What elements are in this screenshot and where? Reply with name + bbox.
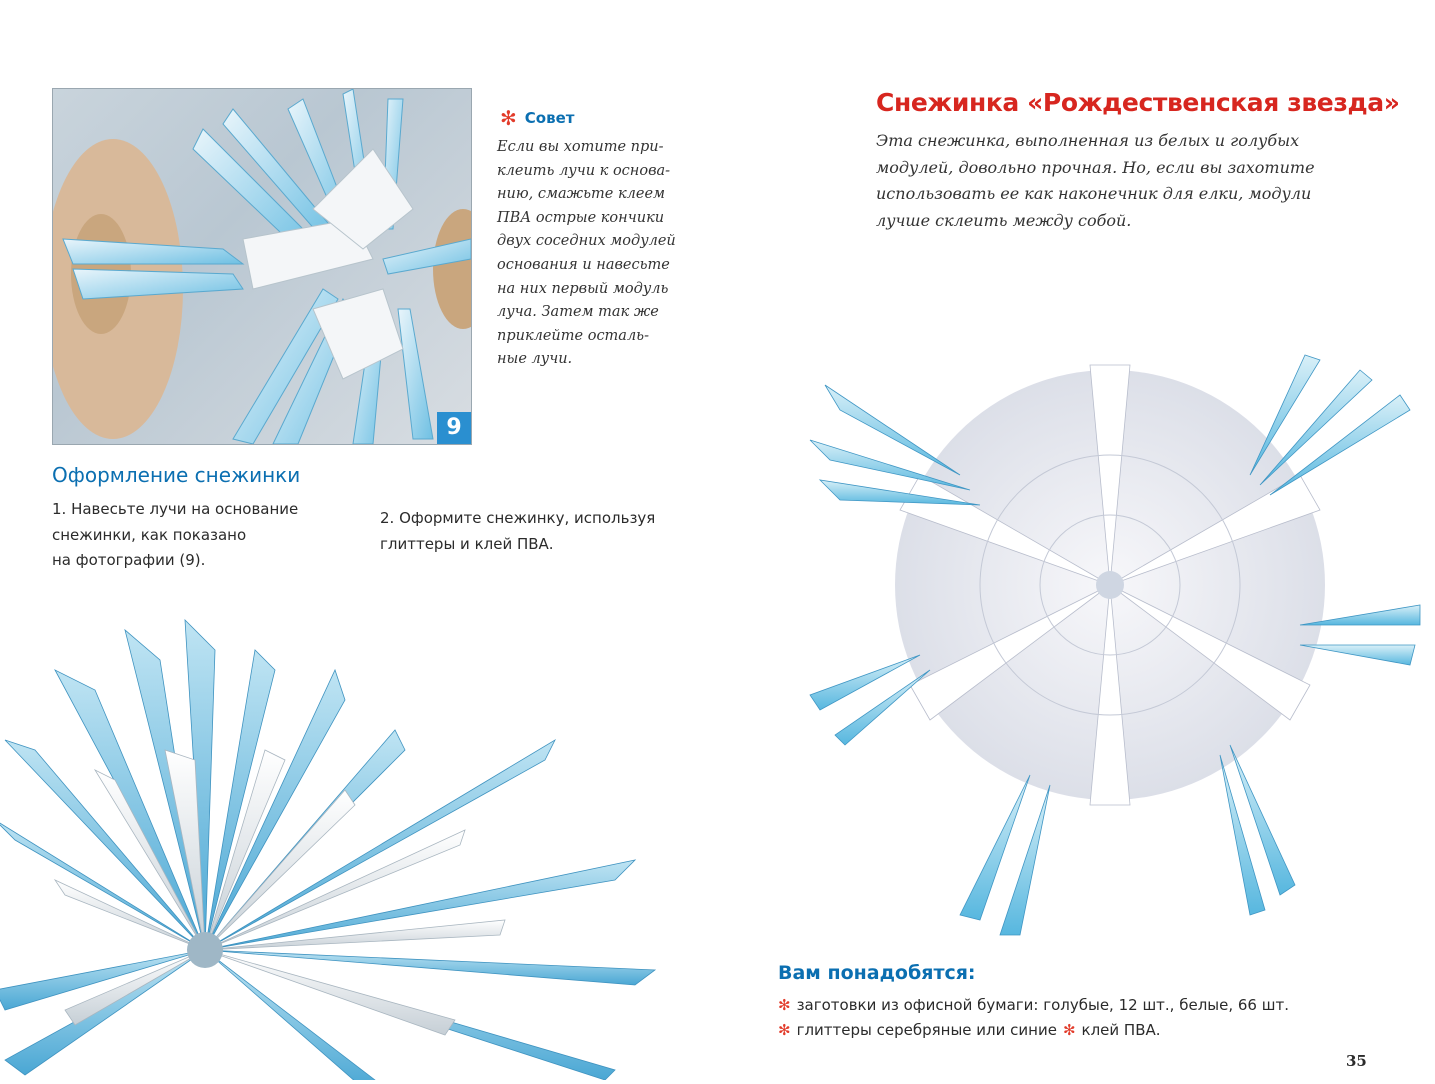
step-number-badge: 9 [437, 412, 471, 444]
materials-item-text: клей ПВА. [1081, 1021, 1161, 1039]
tip-line: Если вы хотите при- [497, 139, 664, 155]
tip-line: на них первый модуль [497, 280, 669, 297]
materials-list [778, 993, 1378, 1043]
snowflake-bullet-icon: ✻ [778, 1021, 791, 1039]
step-photo [52, 88, 472, 445]
tip-line: приклейте осталь- [497, 327, 649, 344]
materials-item [778, 1018, 1378, 1043]
step-1-line: на фотографии (9). [52, 551, 206, 569]
step-1-text [52, 497, 342, 574]
tip-text [497, 136, 695, 372]
tip-line: ПВА острые кончики [497, 209, 665, 226]
page-title: Снежинка «Рождественская звезда» [876, 88, 1400, 117]
step-1-line: 1. Навесьте лучи на основание [52, 500, 299, 518]
snowflake-assembly-illustration [53, 89, 471, 444]
tip-line: ные лучи. [497, 351, 573, 368]
tip-heading [500, 106, 574, 130]
step-2-text [380, 505, 680, 557]
tip-title: Совет [524, 109, 575, 127]
step-2-line: 2. Оформите снежинку, используя [380, 509, 656, 527]
snowflake-closeup-illustration [0, 590, 760, 1080]
snowflake-bullet-icon: ✻ [778, 996, 791, 1014]
tip-line: клеить лучи к основа- [497, 162, 671, 179]
intro-line: использовать ее как наконечник для елки, модули [876, 184, 1312, 203]
snowflake-bullet-icon: ✻ [500, 106, 517, 130]
intro-line: Эта снежинка, выполненная из белых и голубых [876, 131, 1300, 150]
snowflake-bullet-icon: ✻ [1062, 1021, 1076, 1039]
section-title: Оформление снежинки [52, 463, 301, 487]
materials-item-text: глиттеры серебряные или синие [796, 1021, 1057, 1039]
materials-item-text: заготовки из офисной бумаги: голубые, 12 шт., белые, 66 шт. [796, 996, 1289, 1014]
step-1-line: снежинки, как показано [52, 525, 247, 544]
materials-heading: Вам понадобятся: [778, 962, 976, 984]
tip-line: двух соседних модулей [497, 233, 676, 250]
intro-line: лучше склеить между собой. [876, 210, 1132, 230]
tip-line: луча. Затем так же [497, 304, 659, 321]
christmas-star-snowflake-illustration [805, 255, 1425, 955]
tip-line: основания и навесьте [497, 256, 670, 273]
intro-text [876, 128, 1376, 234]
step-2-line: глиттеры и клей ПВА. [380, 535, 554, 553]
snowflake-closeup-photo [0, 590, 760, 1084]
page-number: 35 [1346, 1052, 1367, 1070]
materials-item [778, 993, 1378, 1018]
intro-line: модулей, довольно прочная. Но, если вы захотите [876, 157, 1315, 177]
christmas-star-snowflake-photo [805, 255, 1425, 959]
tip-line: нию, смажьте клеем [497, 186, 666, 203]
